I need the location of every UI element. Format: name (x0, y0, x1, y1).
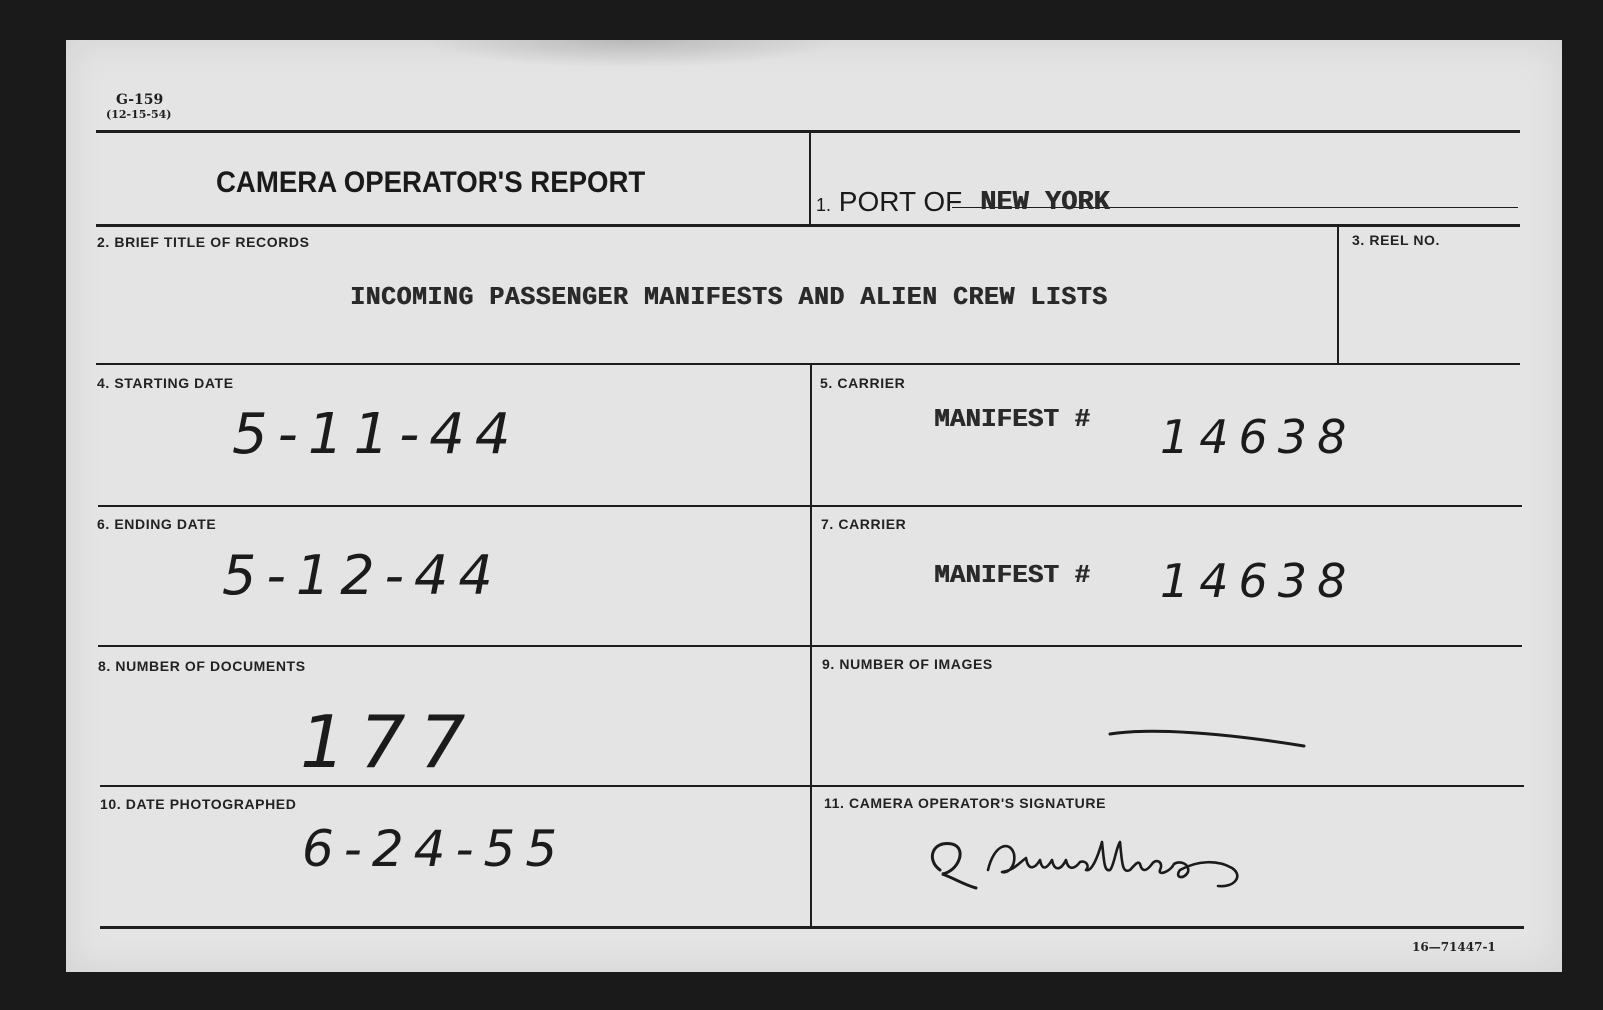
divider-title-port (809, 130, 811, 226)
starting-date-value: 5-11-44 (232, 402, 521, 467)
port-label-text: PORT OF (838, 186, 963, 217)
brief-title-label: 2. BRIEF TITLE OF RECORDS (97, 234, 310, 250)
form-revision: (12-15-54) (106, 108, 172, 121)
brief-title-value: INCOMING PASSENGER MANIFESTS AND ALIEN CREW LISTS (350, 282, 1108, 312)
port-label (816, 186, 962, 218)
carrier-start-value: 14638 (1160, 410, 1357, 464)
ending-date-label: 6. ENDING DATE (97, 516, 217, 532)
port-label-number: 1. (816, 195, 832, 215)
rule-row-1 (96, 224, 1520, 227)
reel-no-label: 3. REEL NO. (1352, 232, 1441, 248)
paper-fold-shadow (420, 40, 840, 68)
carrier-start-typed: MANIFEST # (934, 404, 1091, 434)
ending-date-value: 5-12-44 (222, 544, 503, 607)
divider-reel (1337, 224, 1339, 365)
number-of-documents-value: 177 (300, 700, 480, 784)
rule-row-2 (96, 363, 1520, 365)
operator-signature (918, 830, 1278, 900)
date-photographed-label: 10. DATE PHOTOGRAPHED (100, 796, 297, 812)
divider-center (810, 363, 812, 928)
carrier-end-value: 14638 (1160, 554, 1357, 608)
date-photographed-value: 6-24-55 (302, 820, 568, 878)
port-value: NEW YORK (980, 188, 1110, 218)
form-footer-code: 16—71447-1 (1412, 940, 1496, 954)
rule-top (96, 130, 1520, 133)
carrier-start-label: 5. CARRIER (820, 375, 906, 391)
carrier-end-label: 7. CARRIER (821, 516, 907, 532)
starting-date-label: 4. STARTING DATE (97, 375, 234, 391)
report-title: CAMERA OPERATOR'S REPORT (216, 166, 646, 199)
number-of-images-dash (1108, 726, 1308, 756)
carrier-end-typed: MANIFEST # (934, 560, 1091, 590)
number-of-images-label: 9. NUMBER OF IMAGES (822, 656, 993, 672)
form-number: G-159 (116, 92, 164, 108)
rule-bottom (100, 926, 1524, 929)
operator-signature-label: 11. CAMERA OPERATOR'S SIGNATURE (824, 795, 1107, 811)
rule-row-5 (100, 785, 1524, 787)
number-of-documents-label: 8. NUMBER OF DOCUMENTS (98, 658, 306, 674)
